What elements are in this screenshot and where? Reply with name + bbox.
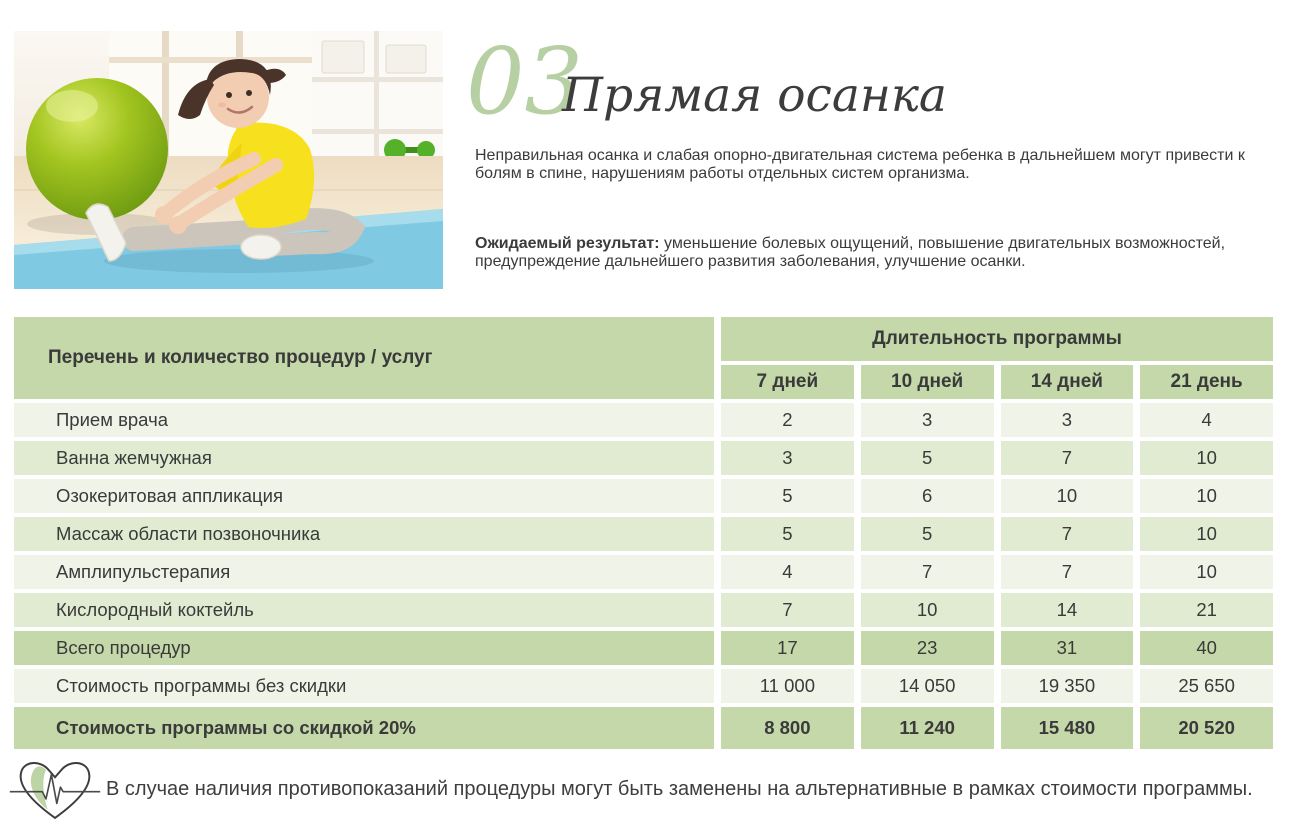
- table-cell: 10: [1140, 517, 1273, 551]
- table-cell: 19 350: [1001, 669, 1134, 703]
- table-cell: 20 520: [1140, 707, 1273, 749]
- table-header-procedures: Перечень и количество процедур / услуг: [14, 317, 714, 399]
- expected-result-text: уменьшение болевых ощущений, повышение двигательных возможностей, предупреждение дальнейшего развития заболевания, улучшение осанки.: [475, 235, 1226, 270]
- table-cell: 4: [1140, 403, 1273, 437]
- table-cell: 5: [721, 479, 854, 513]
- child-stretching-with-fitball-photo: [14, 31, 443, 289]
- table-cell: 8 800: [721, 707, 854, 749]
- row-label: Массаж области позвоночника: [14, 517, 714, 551]
- row-label: Кислородный коктейль: [14, 593, 714, 627]
- expected-result-label: Ожидаемый результат:: [475, 235, 660, 252]
- footer-note: [8, 750, 1288, 828]
- table-cell: 7: [1001, 555, 1134, 589]
- table-cell: 14: [1001, 593, 1134, 627]
- table-cell: 10: [1140, 555, 1273, 589]
- table-cell: 10: [1001, 479, 1134, 513]
- expected-result-paragraph: [475, 235, 1278, 271]
- table-cell: 4: [721, 555, 854, 589]
- table-cell: 2: [721, 403, 854, 437]
- table-cell: 5: [861, 517, 994, 551]
- row-label-price-with-discount: Стоимость программы со скидкой 20%: [14, 707, 714, 749]
- footer-note-text: В случае наличия противопоказаний процедуры могут быть заменены на альтернативные в рамках стоимости программы.: [106, 777, 1253, 800]
- table-cell: 14 050: [861, 669, 994, 703]
- column-header-21-days: 21 день: [1140, 365, 1273, 399]
- table-cell: 11 000: [721, 669, 854, 703]
- table-cell: 7: [1001, 441, 1134, 475]
- table-cell: 21: [1140, 593, 1273, 627]
- column-header-14-days: 14 дней: [1001, 365, 1134, 399]
- program-number: 03: [466, 28, 584, 135]
- column-header-7-days: 7 дней: [721, 365, 854, 399]
- row-label: Прием врача: [14, 403, 714, 437]
- table-cell: 3: [1001, 403, 1134, 437]
- table-cell: 23: [861, 631, 994, 665]
- table-cell: 11 240: [861, 707, 994, 749]
- table-cell: 7: [1001, 517, 1134, 551]
- row-label-total-procedures: Всего процедур: [14, 631, 714, 665]
- table-cell: 5: [861, 441, 994, 475]
- table-cell: 15 480: [1001, 707, 1134, 749]
- table-cell: 40: [1140, 631, 1273, 665]
- row-label-price-no-discount: Стоимость программы без скидки: [14, 669, 714, 703]
- table-cell: 7: [721, 593, 854, 627]
- column-header-10-days: 10 дней: [861, 365, 994, 399]
- row-label: Амплипульстерапия: [14, 555, 714, 589]
- row-label: Озокеритовая аппликация: [14, 479, 714, 513]
- table-cell: 3: [861, 403, 994, 437]
- heart-pulse-icon: [8, 750, 102, 828]
- program-price-table: [14, 317, 1273, 749]
- table-cell: 10: [1140, 479, 1273, 513]
- table-cell: 10: [861, 593, 994, 627]
- table-header-duration: Длительность программы: [721, 317, 1273, 361]
- intro-paragraph: Неправильная осанка и слабая опорно-двигательная система ребенка в дальнейшем могут привести к болям в спине, нарушениям работы отдельных систем организма.: [475, 147, 1245, 182]
- page-title: Прямая осанка: [562, 68, 947, 123]
- table-cell: 3: [721, 441, 854, 475]
- table-cell: 17: [721, 631, 854, 665]
- table-cell: 6: [861, 479, 994, 513]
- table-cell: 5: [721, 517, 854, 551]
- table-cell: 10: [1140, 441, 1273, 475]
- table-cell: 7: [861, 555, 994, 589]
- table-cell: 31: [1001, 631, 1134, 665]
- table-cell: 25 650: [1140, 669, 1273, 703]
- row-label: Ванна жемчужная: [14, 441, 714, 475]
